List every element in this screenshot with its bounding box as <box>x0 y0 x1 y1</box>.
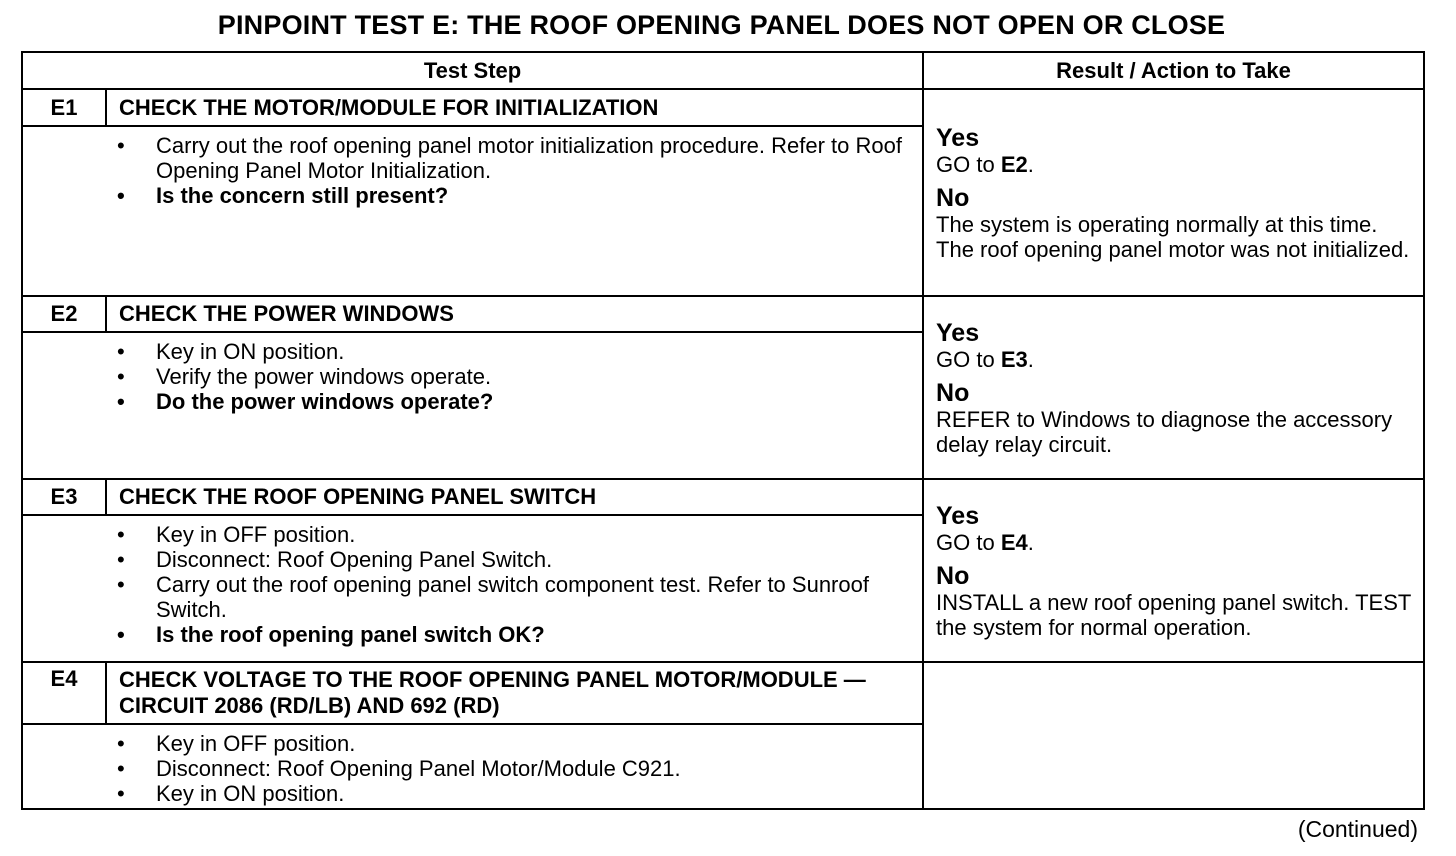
pinpoint-test-table <box>21 51 1425 810</box>
step-title-row <box>22 662 1424 724</box>
step-title-row <box>22 89 1424 126</box>
step-question: • Is the concern still present? <box>23 183 912 208</box>
yes-action-target: E3 <box>1000 347 1028 372</box>
no-action: INSTALL a new roof opening panel switch. TEST the system for normal operation. <box>936 590 1411 640</box>
step-item: • Key in OFF position. <box>23 731 912 756</box>
step-title: CHECK THE ROOF OPENING PANEL SWITCH <box>106 479 923 515</box>
step-title-row <box>22 479 1424 515</box>
yes-label: Yes <box>936 319 980 347</box>
step-body <box>22 724 923 809</box>
no-action: REFER to Windows to diagnose the accessory delay relay circuit. <box>936 407 1393 457</box>
yes-label: Yes <box>936 124 980 152</box>
yes-label: Yes <box>936 502 980 530</box>
step-body <box>22 332 923 479</box>
yes-action: GO to E4. <box>936 530 1034 555</box>
step-id: E1 <box>22 89 106 126</box>
step-title: CHECK THE MOTOR/MODULE FOR INITIALIZATION <box>106 89 923 126</box>
step-id: E3 <box>22 479 106 515</box>
yes-action-text: GO to <box>936 152 1001 177</box>
step-question: • Is the roof opening panel switch OK? <box>23 622 912 647</box>
step-title: CHECK THE POWER WINDOWS <box>106 296 923 332</box>
yes-action-target: E2 <box>1000 152 1028 177</box>
step-item: • Verify the power windows operate. <box>23 364 912 389</box>
table-header-row <box>22 52 1424 89</box>
step-item: • Key in OFF position. <box>23 522 912 547</box>
step-question: • Do the power windows operate? <box>23 389 912 414</box>
step-item: • Carry out the roof opening panel switch component test. Refer to Sunroof Switch. <box>23 572 912 622</box>
step-item: • Disconnect: Roof Opening Panel Motor/Module C921. <box>23 756 912 781</box>
no-label: No <box>936 562 970 590</box>
yes-action-text: GO to <box>936 347 1001 372</box>
header-test-step: Test Step <box>22 52 923 89</box>
step-title: CHECK VOLTAGE TO THE ROOF OPENING PANEL MOTOR/MODULE — CIRCUIT 2086 (RD/LB) AND 692 (RD) <box>106 662 923 724</box>
step-id: E2 <box>22 296 106 332</box>
header-result: Result / Action to Take <box>923 52 1424 89</box>
yes-action: GO to E2. <box>936 152 1034 177</box>
result-cell <box>923 296 1424 479</box>
no-label: No <box>936 184 970 212</box>
step-title-row <box>22 296 1424 332</box>
yes-action-text: GO to <box>936 530 1001 555</box>
result-cell <box>923 662 1424 809</box>
result-cell <box>923 89 1424 296</box>
no-action: The system is operating normally at this time. The roof opening panel motor was not initialized. <box>936 212 1410 262</box>
step-item: • Key in ON position. <box>23 339 912 364</box>
continued-note: (Continued) <box>1297 816 1418 842</box>
yes-action-target: E4 <box>1000 530 1028 555</box>
step-id: E4 <box>22 662 106 724</box>
step-body <box>22 126 923 296</box>
step-item: • Disconnect: Roof Opening Panel Switch. <box>23 547 912 572</box>
step-body <box>22 515 923 662</box>
yes-action: GO to E3. <box>936 347 1034 372</box>
result-cell <box>923 479 1424 662</box>
page-title: PINPOINT TEST E: THE ROOF OPENING PANEL DOES NOT OPEN OR CLOSE <box>217 10 1226 40</box>
step-item: • Key in ON position. <box>23 781 912 806</box>
step-item: • Carry out the roof opening panel motor initialization procedure. Refer to Roof Opening Panel Motor Initialization. <box>23 133 912 183</box>
no-label: No <box>936 379 970 407</box>
